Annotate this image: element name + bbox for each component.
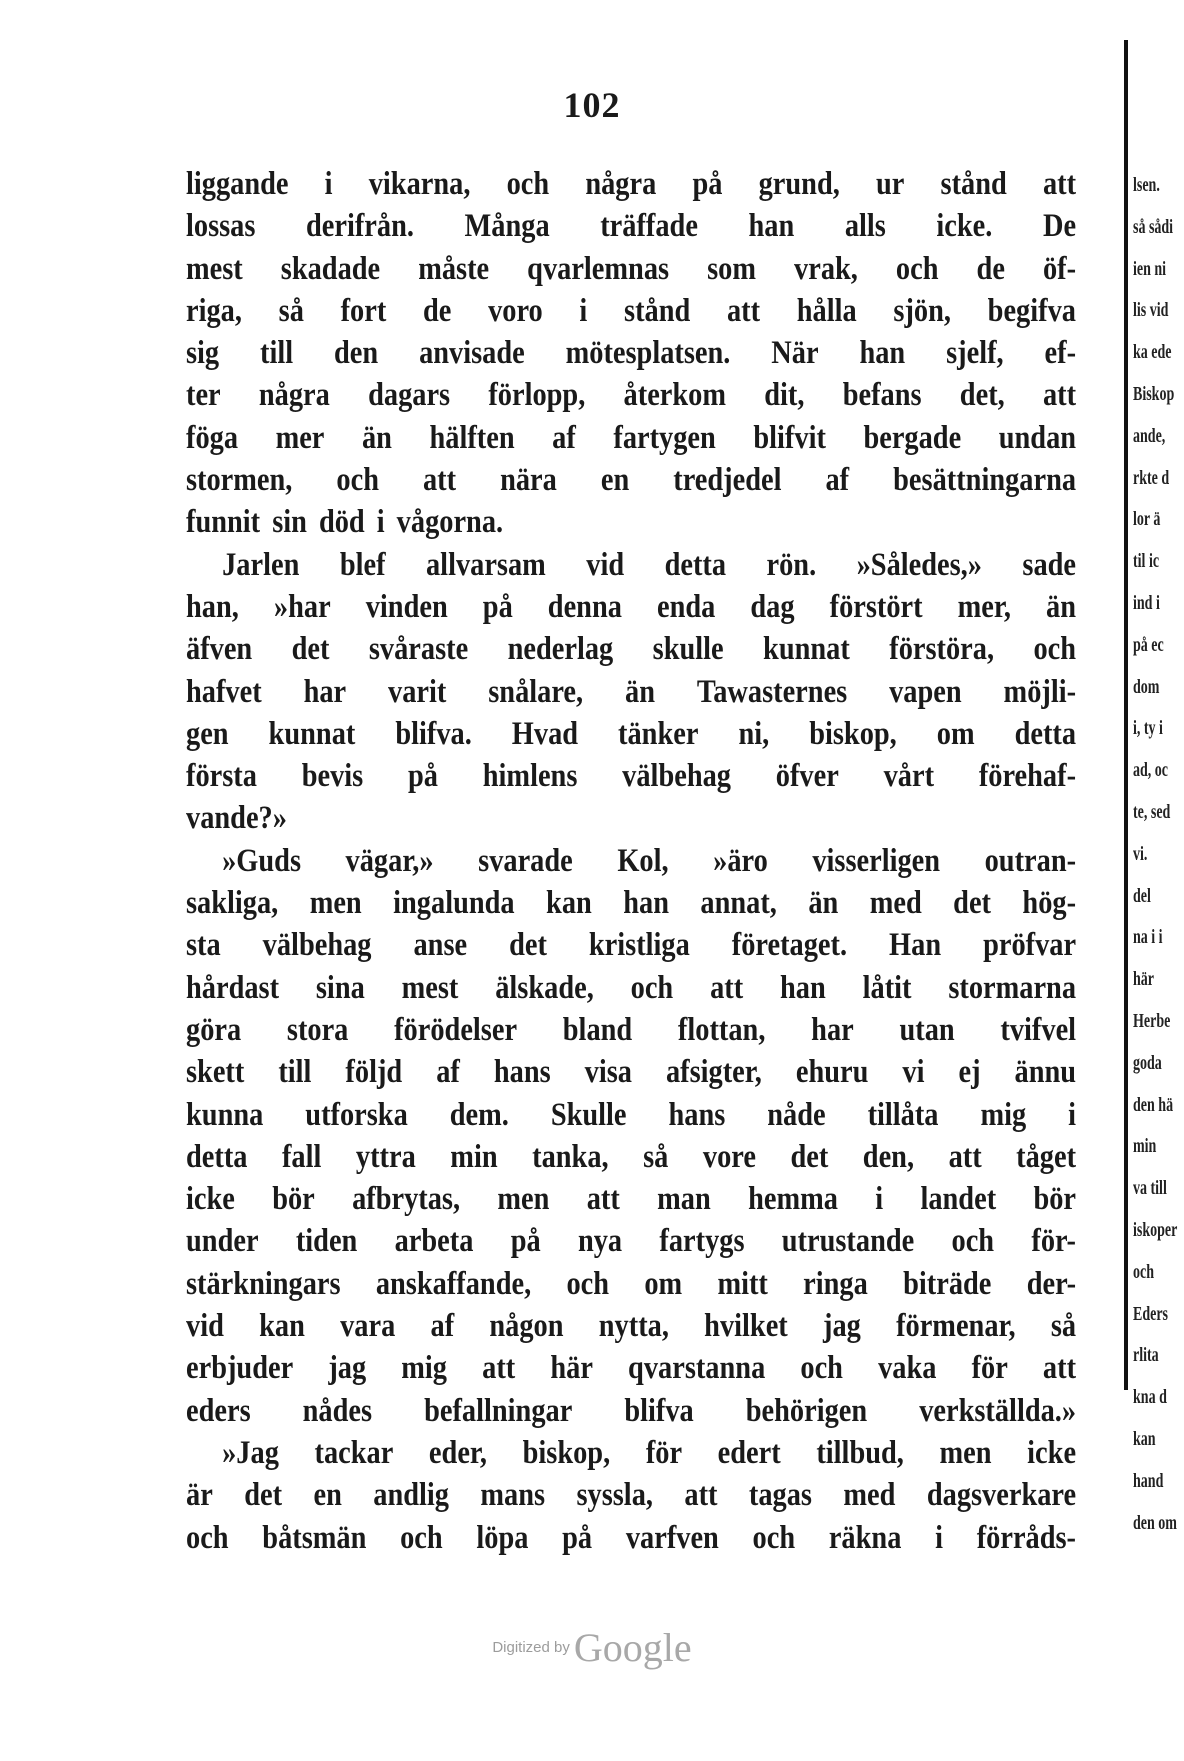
facing-page-fragment: så sådi — [1133, 215, 1174, 238]
text-line: vid kan vara af någon nytta, hvilket jag förmenar, så — [186, 1308, 1077, 1345]
facing-page-fragment: Eders — [1133, 1302, 1168, 1325]
text-line: första bevis på himlens välbehag öfver vårt förehaf- — [186, 758, 1077, 795]
facing-page-fragment: ad, oc — [1133, 759, 1168, 782]
facing-page-fragment: dom — [1133, 675, 1160, 698]
text-line: och båtsmän och löpa på varfven och räkna i förråds- — [186, 1519, 1077, 1556]
facing-page-fragment: här — [1133, 968, 1154, 991]
facing-page-fragment: kan — [1133, 1427, 1156, 1450]
page-number: 102 — [563, 85, 621, 125]
text-line: äfven det svåraste nederlag skulle kunnat förstöra, och — [186, 631, 1077, 668]
facing-page-fragment: kna d — [1133, 1386, 1167, 1409]
facing-page-fragment: Biskop — [1133, 382, 1175, 405]
text-body — [186, 163, 1076, 1559]
facing-page-fragment: ind i — [1133, 591, 1160, 614]
facing-page-fragment: och — [1133, 1260, 1154, 1283]
facing-page-fragment: til ic — [1133, 550, 1160, 573]
facing-page-fragment: rlita — [1133, 1344, 1159, 1367]
facing-page-fragment: den hä — [1133, 1093, 1174, 1116]
text-line: mest skadade måste qvarlemnas som vrak, och de öf- — [186, 250, 1077, 287]
text-line: vande?» — [186, 800, 287, 837]
text-line: under tiden arbeta på nya fartygs utrustande och för- — [186, 1223, 1077, 1260]
facing-page-fragment: iskoper — [1133, 1218, 1178, 1241]
text-line: stormen, och att nära en tredjedel af besättningarna — [186, 462, 1077, 499]
facing-page-fragment: ien ni — [1133, 257, 1167, 280]
digitized-footer — [0, 1624, 1184, 1671]
text-line: stärkningars anskaffande, och om mitt ringa biträde der- — [186, 1265, 1077, 1302]
facing-page-fragment: del — [1133, 884, 1151, 907]
facing-page-fragment: lor ä — [1133, 508, 1161, 531]
facing-page-fragment: Herbe — [1133, 1009, 1171, 1032]
text-line: ter några dagars förlopp, återkom dit, befans det, att — [186, 377, 1077, 414]
text-line: »Jag tackar eder, biskop, för edert tillbud, men icke — [222, 1434, 1077, 1471]
text-line: »Guds vägar,» svarade Kol, »äro visserligen outran- — [222, 842, 1077, 879]
text-line: erbjuder jag mig att här qvarstanna och vaka för att — [186, 1350, 1077, 1387]
facing-page-fragment: den om — [1133, 1511, 1177, 1534]
text-line: detta fall yttra min tanka, så vore det den, att tåget — [186, 1138, 1077, 1175]
facing-page-fragment: min — [1133, 1135, 1157, 1158]
text-line: föga mer än hälften af fartygen blifvit bergade undan — [186, 419, 1077, 456]
facing-page-fragment: ande, — [1133, 424, 1166, 447]
facing-page-edge-rule — [1124, 40, 1128, 1390]
facing-page-fragment: lsen. — [1133, 174, 1160, 196]
digitized-by-label: Digitized by — [492, 1639, 570, 1656]
facing-page-fragment: rkte d — [1133, 466, 1170, 489]
text-line: icke bör afbrytas, men att man hemma i landet bör — [186, 1181, 1077, 1218]
facing-page-fragment: på ec — [1133, 633, 1164, 656]
facing-page-fragment: te, sed — [1133, 800, 1171, 823]
text-line: funnit sin död i vågorna. — [186, 504, 504, 541]
text-line: sakliga, men ingalunda kan han annat, än med det hög- — [186, 885, 1077, 922]
text-line: eders nådes befallningar blifva behörigen verkställda.» — [186, 1392, 1077, 1429]
text-line: sig till den anvisade mötesplatsen. När han sjelf, ef- — [186, 335, 1077, 372]
text-line: gen kunnat blifva. Hvad tänker ni, biskop, om detta — [186, 715, 1077, 752]
text-line: riga, så fort de voro i stånd att hålla sjön, begifva — [186, 292, 1076, 329]
text-line: hafvet har varit snålare, än Tawasternes vapen möjli- — [186, 673, 1077, 710]
text-line: hårdast sina mest älskade, och att han låtit stormarna — [186, 969, 1077, 1006]
facing-page-fragment: na i i — [1133, 926, 1163, 949]
facing-page-fragment: goda — [1133, 1051, 1162, 1074]
text-line: skett till följd af hans visa afsigter, ehuru vi ej ännu — [186, 1054, 1077, 1091]
facing-page-fragment: vi. — [1133, 842, 1148, 865]
text-line: är det en andlig mans syssla, att tagas med dagsverkare — [186, 1477, 1077, 1514]
google-logo: Google — [573, 1625, 692, 1670]
facing-page-fragment: i, ty i — [1133, 717, 1163, 740]
text-line: göra stora förödelser bland flottan, har utan tvifvel — [186, 1011, 1077, 1048]
facing-page-bleed — [1133, 165, 1184, 1544]
facing-page-fragment: va till — [1133, 1177, 1167, 1200]
facing-page-fragment: hand — [1133, 1469, 1164, 1492]
text-line: kunna utforska dem. Skulle hans nåde tillåta mig i — [186, 1096, 1077, 1133]
text-line: sta välbehag anse det kristliga företaget. Han pröfvar — [186, 927, 1077, 964]
text-line: liggande i vikarna, och några på grund, ur stånd att — [186, 166, 1077, 202]
text-line: lossas derifrån. Många träffade han alls icke. De — [186, 208, 1077, 245]
text-line: Jarlen blef allvarsam vid detta rön. »Således,» sade — [222, 546, 1077, 583]
facing-page-fragment: ka ede — [1133, 341, 1172, 364]
text-line: han, »har vinden på denna enda dag förstört mer, än — [186, 588, 1076, 625]
facing-page-fragment: lis vid — [1133, 299, 1169, 322]
